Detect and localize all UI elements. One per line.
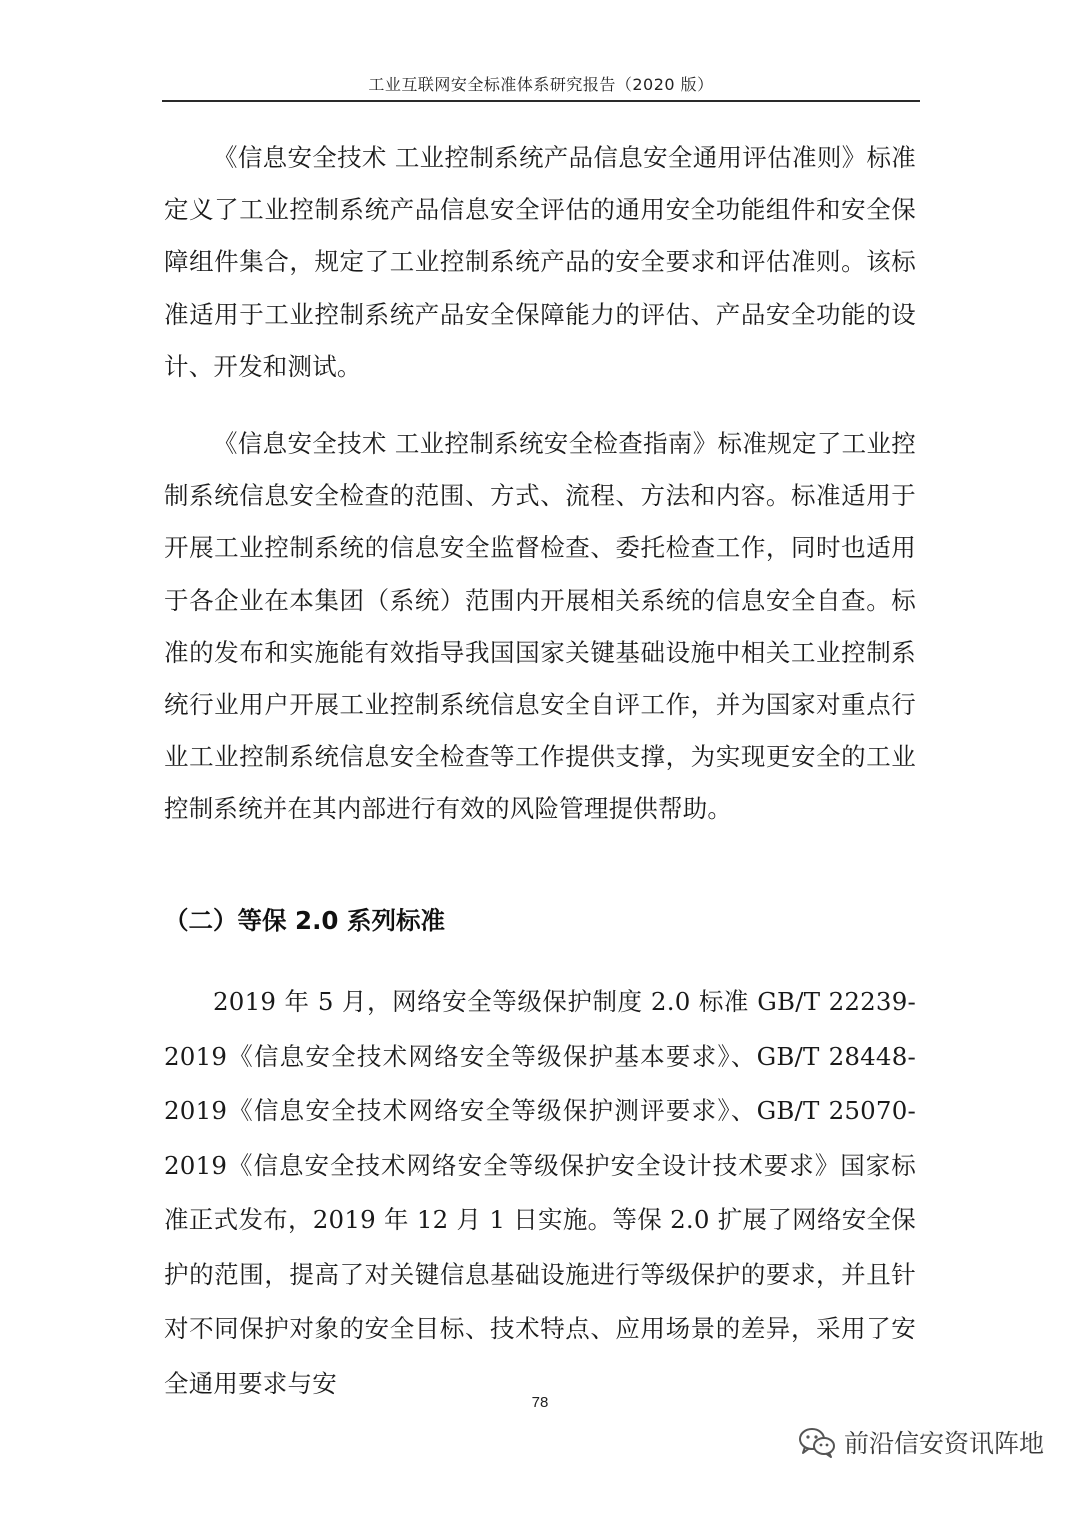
watermark-text: 前沿信安资讯阵地 [843,1429,1044,1458]
section-heading: （二）等保 2.0 系列标准 [164,906,445,935]
watermark [798,1424,1044,1460]
body-paragraph: 2019 年 5 月，网络安全等级保护制度 2.0 标准 GB/T 22239-2019《信息安全技术网络安全等级保护基本要求》、GB/T 28448-2019《信息安全技术网络安全等级保护测评要求》、GB/T 25070-2019《信息安全技术网络安全等级保护安全设计技术要求》国家标准正式发布，2019 年 12 月 1 日实施。等保 2.0 扩展了网络安全保护的范围，提高了对关键信息基础设施进行等级保护的要求，并且针对不同保护对象的安全目标、技术特点、应用场景的差异，采用了安全通用要求与安 [164,987,916,1398]
header-divider [162,100,920,102]
body-paragraph: 《信息安全技术 工业控制系统产品信息安全通用评估准则》标准定义了工业控制系统产品信息安全评估的通用安全功能组件和安全保障组件集合，规定了工业控制系统产品的安全要求和评估准则。该标准适用于工业控制系统产品安全保障能力的评估、产品安全功能的设计、开发和测试。 [164,143,916,381]
page-number: 78 [531,1394,549,1411]
wechat-icon [798,1426,836,1458]
body-paragraph: 《信息安全技术 工业控制系统安全检查指南》标准规定了工业控制系统信息安全检查的范围、方式、流程、方法和内容。标准适用于开展工业控制系统的信息安全监督检查、委托检查工作，同时也适用于各企业在本集团（系统）范围内开展相关系统的信息安全自查。标准的发布和实施能有效指导我国国家关键基础设施中相关工业控制系统行业用户开展工业控制系统信息安全自评工作，并为国家对重点行业工业控制系统信息安全检查等工作提供支撑，为实现更安全的工业控制系统并在其内部进行有效的风险管理提供帮助。 [164,429,916,824]
running-header: 工业互联网安全标准体系研究报告（2020 版） [368,75,714,94]
